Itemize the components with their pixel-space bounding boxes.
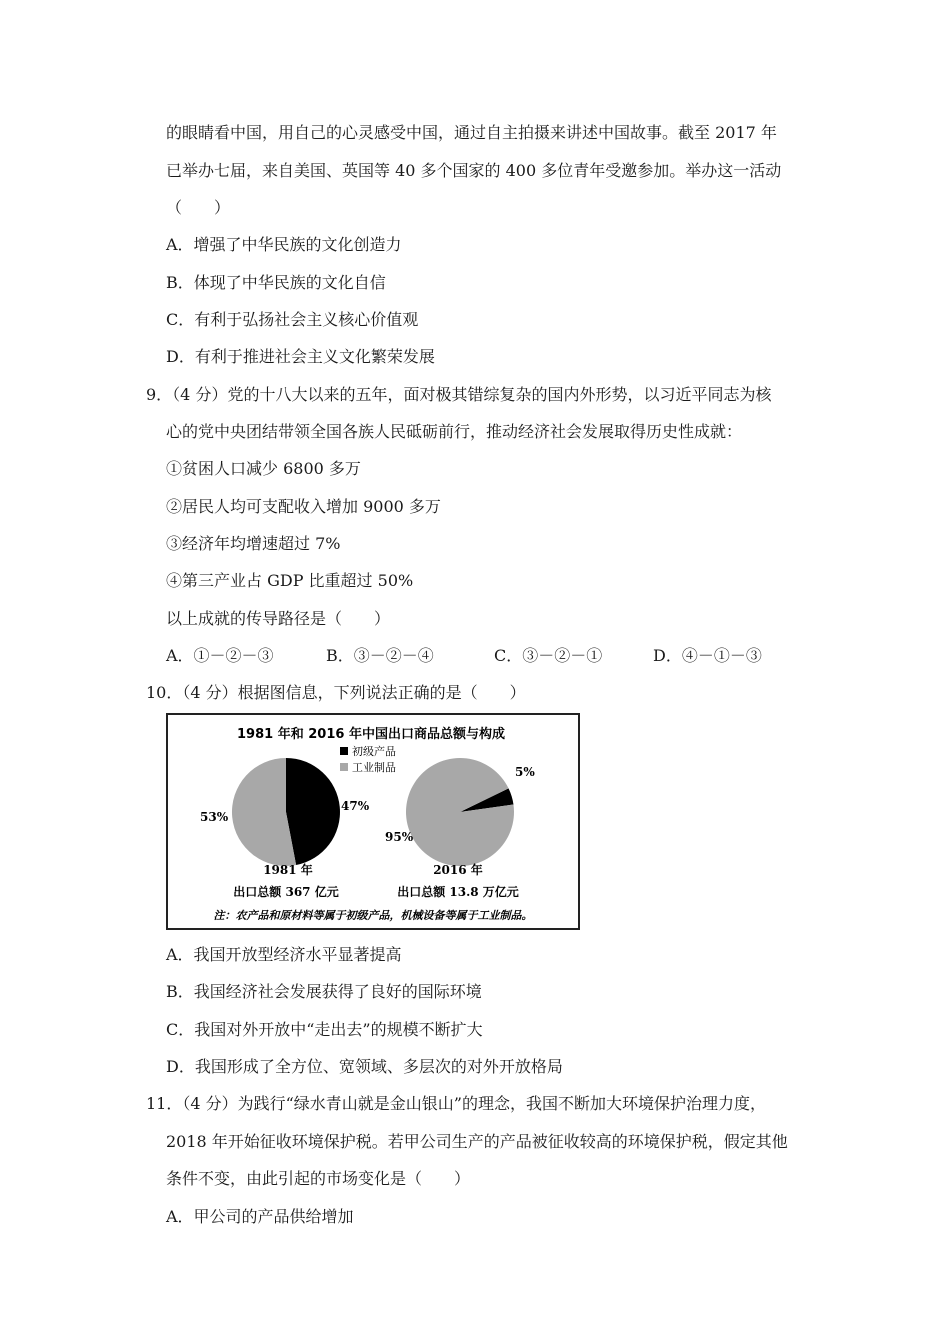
pie-1981-label-industrial: 53% <box>200 810 229 824</box>
pie-slice-industrial <box>406 758 514 866</box>
pie-2016-label-primary: 5% <box>515 765 535 779</box>
q9-options <box>166 645 806 667</box>
pie-2016-label-industrial: 95% <box>385 830 414 844</box>
q8-line-2: 已举办七届，来自美国、英国等 40 多个国家的 400 多位青年受邀参加。举办这一活动 <box>166 161 782 180</box>
q9-option-d: D．④－①－③ <box>653 646 762 665</box>
q11-line-3: 条件不变，由此引起的市场变化是（ ） <box>166 1169 471 1188</box>
q8-option-b: B．体现了中华民族的文化自信 <box>166 273 386 292</box>
q9-item-3: ③经济年均增速超过 7% <box>166 534 341 553</box>
pie-2016-total: 出口总额 13.8 万亿元 <box>397 885 519 899</box>
q10-option-a: A．我国开放型经济水平显著提高 <box>166 945 402 964</box>
pie-1981 <box>232 758 340 866</box>
pie-slice-primary <box>286 758 340 865</box>
q9-line-1: 9．（4 分）党的十八大以来的五年，面对极其错综复杂的国内外形势，以习近平同志为核 <box>146 385 772 404</box>
q11-option-a: A．甲公司的产品供给增加 <box>166 1207 354 1226</box>
q9-item-2: ②居民人均可支配收入增加 9000 多万 <box>166 497 441 516</box>
q8-line-3: （ ） <box>166 198 231 217</box>
chart-note: 注：农产品和原材料等属于初级产品，机械设备等属于工业制品。 <box>213 909 533 922</box>
q9-option-b: B．③－②－④ <box>326 646 434 665</box>
q10-option-c: C．我国对外开放中“走出去”的规模不断扩大 <box>166 1020 483 1039</box>
q10-line-1: 10．（4 分）根据图信息，下列说法正确的是（ ） <box>146 683 526 702</box>
pie-1981-total: 出口总额 367 亿元 <box>233 885 339 899</box>
q8-option-d: D．有利于推进社会主义文化繁荣发展 <box>166 347 435 366</box>
q9-item-1: ①贫困人口减少 6800 多万 <box>166 459 361 478</box>
pie-2016 <box>406 758 514 866</box>
pie-2016-caption: 2016 年 <box>433 863 483 877</box>
q10-option-b: B．我国经济社会发展获得了良好的国际环境 <box>166 982 482 1001</box>
legend-swatch-industrial <box>340 763 348 771</box>
legend-label-industrial: 工业制品 <box>352 761 396 774</box>
q9-option-a: A．①－②－③ <box>166 646 274 665</box>
pie-chart-svg <box>168 715 578 928</box>
q9-stem: 以上成就的传导路径是（ ） <box>166 609 391 628</box>
export-pie-chart-figure <box>166 713 580 930</box>
pie-1981-caption: 1981 年 <box>263 863 313 877</box>
q8-option-a: A．增强了中华民族的文化创造力 <box>166 235 402 254</box>
q11-line-2: 2018 年开始征收环境保护税。若甲公司生产的产品被征收较高的环境保护税，假定其他 <box>166 1132 788 1151</box>
legend-swatch-primary <box>340 747 348 755</box>
q11-line-1: 11．（4 分）为践行“绿水青山就是金山银山”的理念，我国不断加大环境保护治理力度， <box>146 1094 766 1113</box>
q9-item-4: ④第三产业占 GDP 比重超过 50% <box>166 571 414 590</box>
q9-option-c: C．③－②－① <box>494 646 603 665</box>
q9-line-2: 心的党中央团结带领全国各族人民砥砺前行，推动经济社会发展取得历史性成就： <box>166 422 743 441</box>
q8-line-1: 的眼睛看中国，用自己的心灵感受中国，通过自主拍摄来讲述中国故事。截至 2017 年 <box>166 123 777 142</box>
q8-option-c: C．有利于弘扬社会主义核心价值观 <box>166 310 419 329</box>
q10-option-d: D．我国形成了全方位、宽领域、多层次的对外开放格局 <box>166 1057 563 1076</box>
chart-title: 1981 年和 2016 年中国出口商品总额与构成 <box>237 727 505 742</box>
pie-1981-label-primary: 47% <box>341 799 370 813</box>
legend-label-primary: 初级产品 <box>352 745 396 758</box>
